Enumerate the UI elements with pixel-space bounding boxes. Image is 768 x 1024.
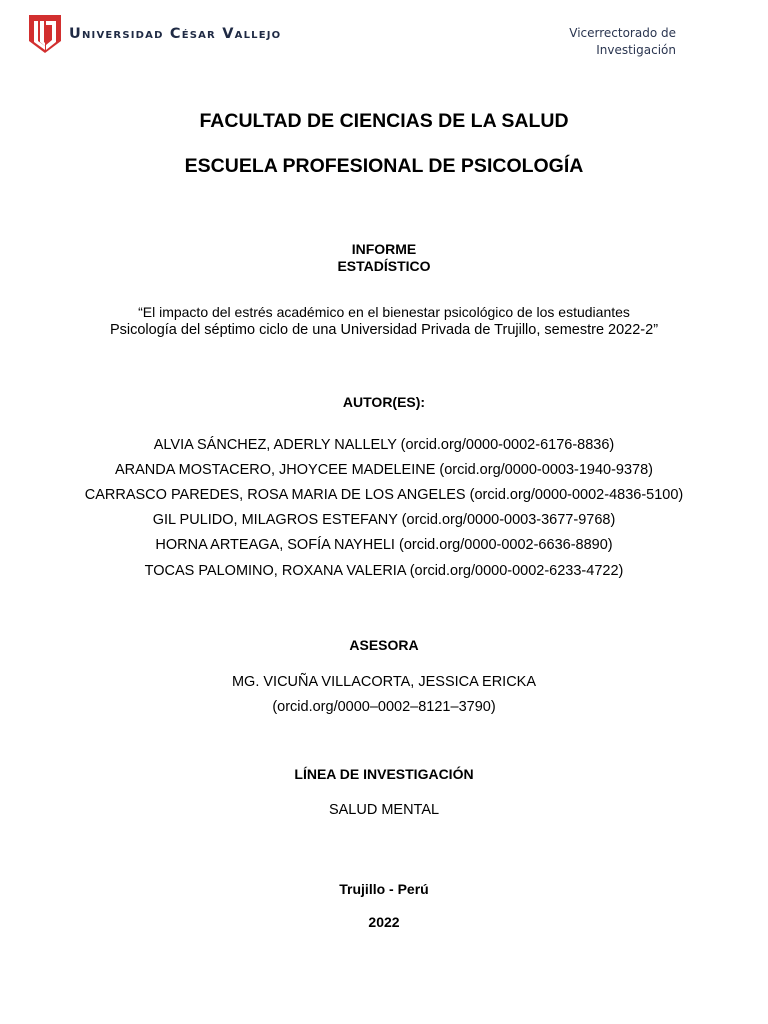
report-title <box>0 303 768 339</box>
author-item: HORNA ARTEAGA, SOFÍA NAYHELI (orcid.org/0000-0002-6636-8890) <box>155 537 613 553</box>
report-type <box>0 241 768 275</box>
report-type-line-2: ESTADÍSTICO <box>337 258 431 274</box>
office-line-2: Investigación <box>596 43 676 57</box>
author-item: CARRASCO PAREDES, ROSA MARIA DE LOS ANGELES (orcid.org/0000-0002-4836-5100) <box>84 487 684 503</box>
advisor-heading: ASESORA <box>349 637 419 653</box>
author-item: GIL PULIDO, MILAGROS ESTEFANY (orcid.org/0000-0003-3677-9768) <box>152 512 616 528</box>
advisor-orcid: (orcid.org/0000–0002–8121–3790) <box>272 699 496 715</box>
report-title-line-1: “El impacto del estrés académico en el bienestar psicológico de los estudiantes <box>138 304 630 320</box>
place: Trujillo - Perú <box>339 881 429 897</box>
office-line-1: Vicerrectorado de <box>569 26 676 40</box>
research-line-heading: LÍNEA DE INVESTIGACIÓN <box>294 766 474 782</box>
ucv-shield-icon <box>28 14 62 54</box>
office-label <box>569 25 676 59</box>
research-line-value: SALUD MENTAL <box>328 802 440 818</box>
school-title: ESCUELA PROFESIONAL DE PSICOLOGÍA <box>184 155 584 177</box>
university-name: Universidad César Vallejo <box>69 26 282 42</box>
year: 2022 <box>368 914 400 930</box>
university-logo <box>28 14 281 54</box>
author-item: TOCAS PALOMINO, ROXANA VALERIA (orcid.org/0000-0002-6233-4722) <box>144 563 624 579</box>
advisor-name: MG. VICUÑA VILLACORTA, JESSICA ERICKA <box>231 674 537 690</box>
author-item: ALVIA SÁNCHEZ, ADERLY NALLELY (orcid.org/0000-0002-6176-8836) <box>153 437 615 453</box>
authors-heading: AUTOR(ES): <box>342 394 426 410</box>
report-type-line-1: INFORME <box>351 241 417 257</box>
author-item: ARANDA MOSTACERO, JHOYCEE MADELEINE (orcid.org/0000-0003-1940-9378) <box>114 462 654 478</box>
report-title-line-2: Psicología del séptimo ciclo de una Universidad Privada de Trujillo, semestre 2022-2” <box>109 322 659 338</box>
faculty-title: FACULTAD DE CIENCIAS DE LA SALUD <box>199 110 569 132</box>
